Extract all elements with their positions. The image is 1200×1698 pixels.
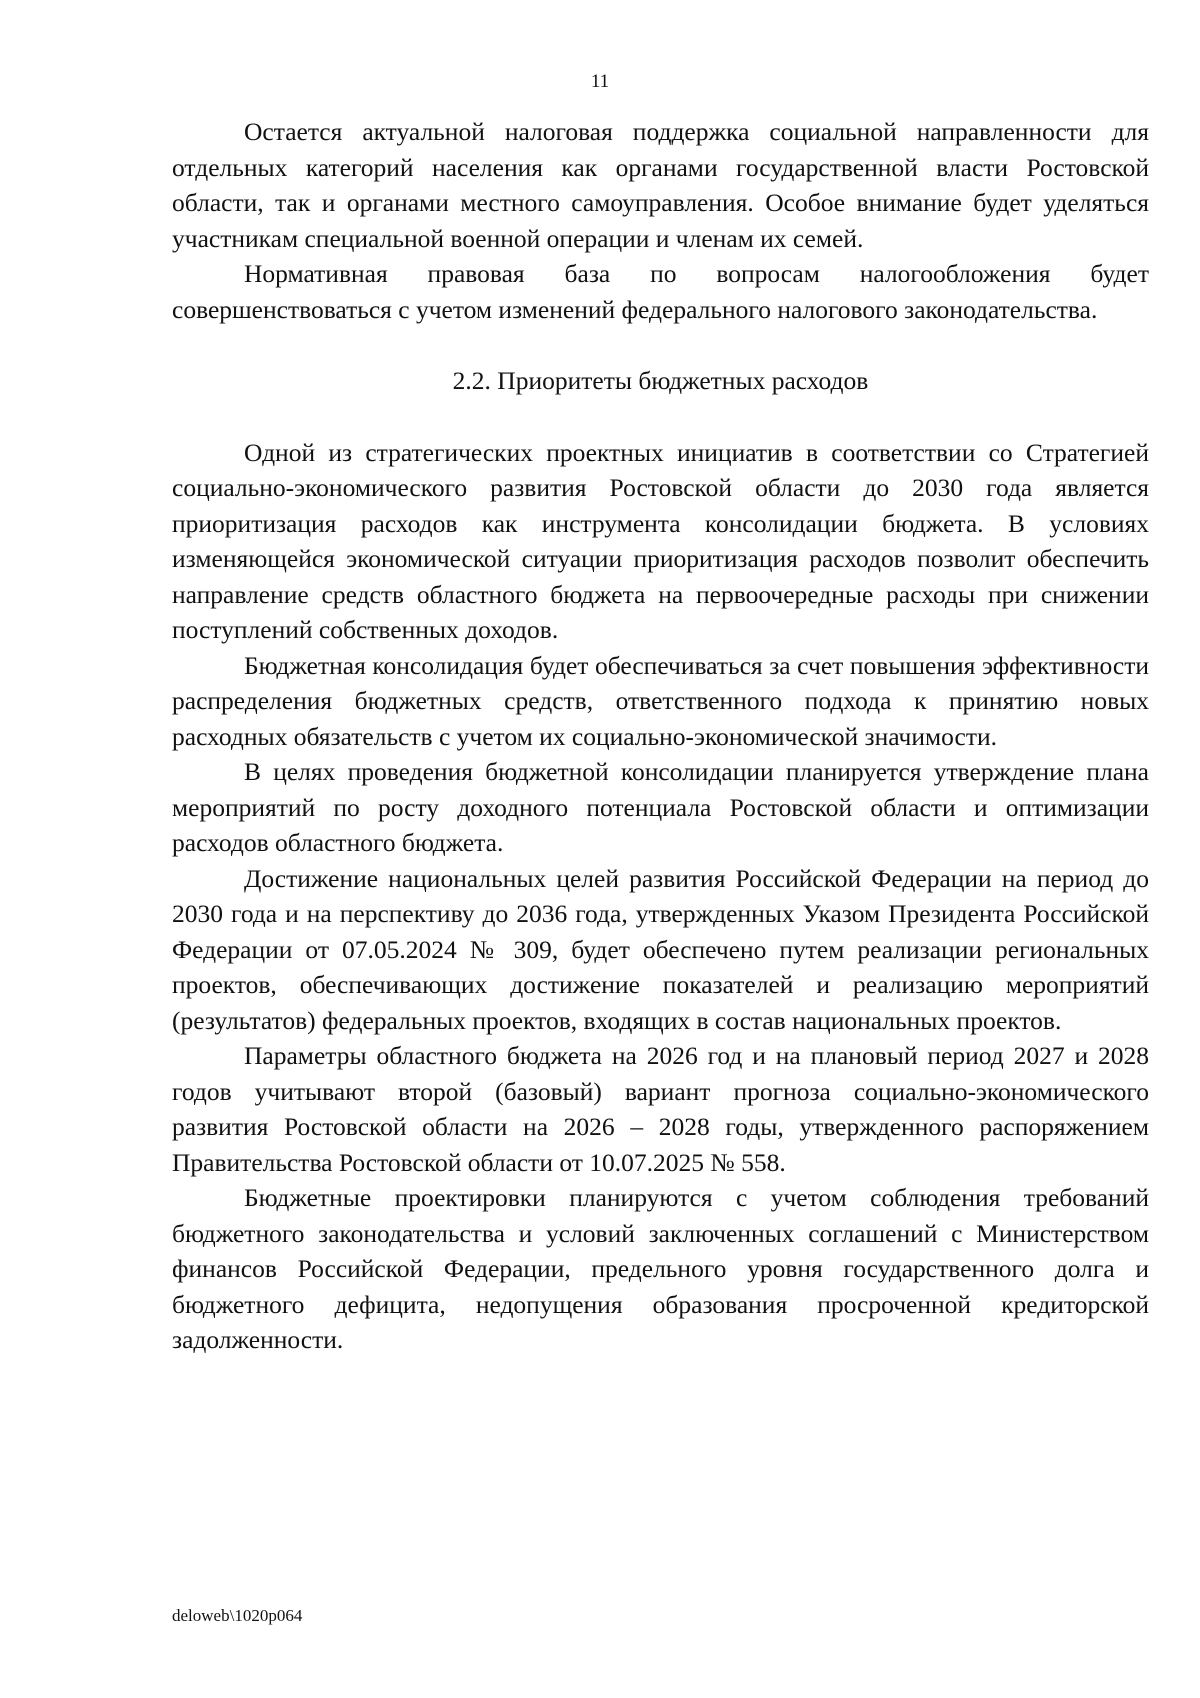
- page-number: 11: [590, 71, 610, 92]
- paragraph: Бюджетные проектировки планируются с учетом соблюдения требований бюджетного законодательства и условий заключенных соглашений с Министерством финансов Российской Федерации, предельного уровня государственного долга и бюджетного дефицита, недопущения образования просроченной кредиторской задолженности.: [172, 1183, 1149, 1354]
- paragraph: Нормативная правовая база по вопросам налогообложения будет совершенствоваться с учетом изменений федерального налогового законодательства.: [172, 259, 1149, 324]
- document-footer-code: deloweb\1020p064: [172, 1606, 303, 1625]
- paragraph: Достижение национальных целей развития Российской Федерации на период до 2030 года и на перспективу до 2036 года, утвержденных Указом Президента Российской Федерации от 07.05.2024 № 309, будет обеспечено путем реализации региональных проектов, обеспечивающих достижение показателей и реализацию мероприятий (результатов) федеральных проектов, входящих в состав национальных проектов.: [172, 863, 1149, 1035]
- section-title: 2.2. Приоритеты бюджетных расходов: [452, 366, 869, 395]
- paragraph: Одной из стратегических проектных инициатив в соответствии со Стратегией социально-экономического развития Ростовской области до 2030 года является приоритизация расходов как инструмента консолидации бюджета. В условиях изменяющейся экономической ситуации приоритизация расходов позволит обеспечить направление средств областного бюджета на первоочередные расходы при снижении поступлений собственных доходов.: [172, 437, 1149, 644]
- paragraph: Параметры областного бюджета на 2026 год и на плановый период 2027 и 2028 годов учитывают второй (базовый) вариант прогноза социально-экономического развития Ростовской области на 2026 – 2028 годы, утвержденного распоряжением Правительства Ростовской области от 10.07.2025 № 558.: [172, 1041, 1149, 1177]
- document-body: [172, 114, 1149, 1358]
- paragraph: Бюджетная консолидация будет обеспечиваться за счет повышения эффективности распределения бюджетных средств, ответственного подхода к принятию новых расходных обязательств с учетом их социально-экономической значимости.: [172, 650, 1149, 751]
- paragraph: Остается актуальной налоговая поддержка социальной направленности для отдельных категорий населения как органами государственной власти Ростовской области, так и органами местного самоуправления. Особое внимание будет уделяться участникам специальной военной операции и членам их семей.: [172, 117, 1149, 253]
- paragraph: В целях проведения бюджетной консолидации планируется утверждение плана мероприятий по росту доходного потенциала Ростовской области и оптимизации расходов областного бюджета.: [172, 757, 1149, 857]
